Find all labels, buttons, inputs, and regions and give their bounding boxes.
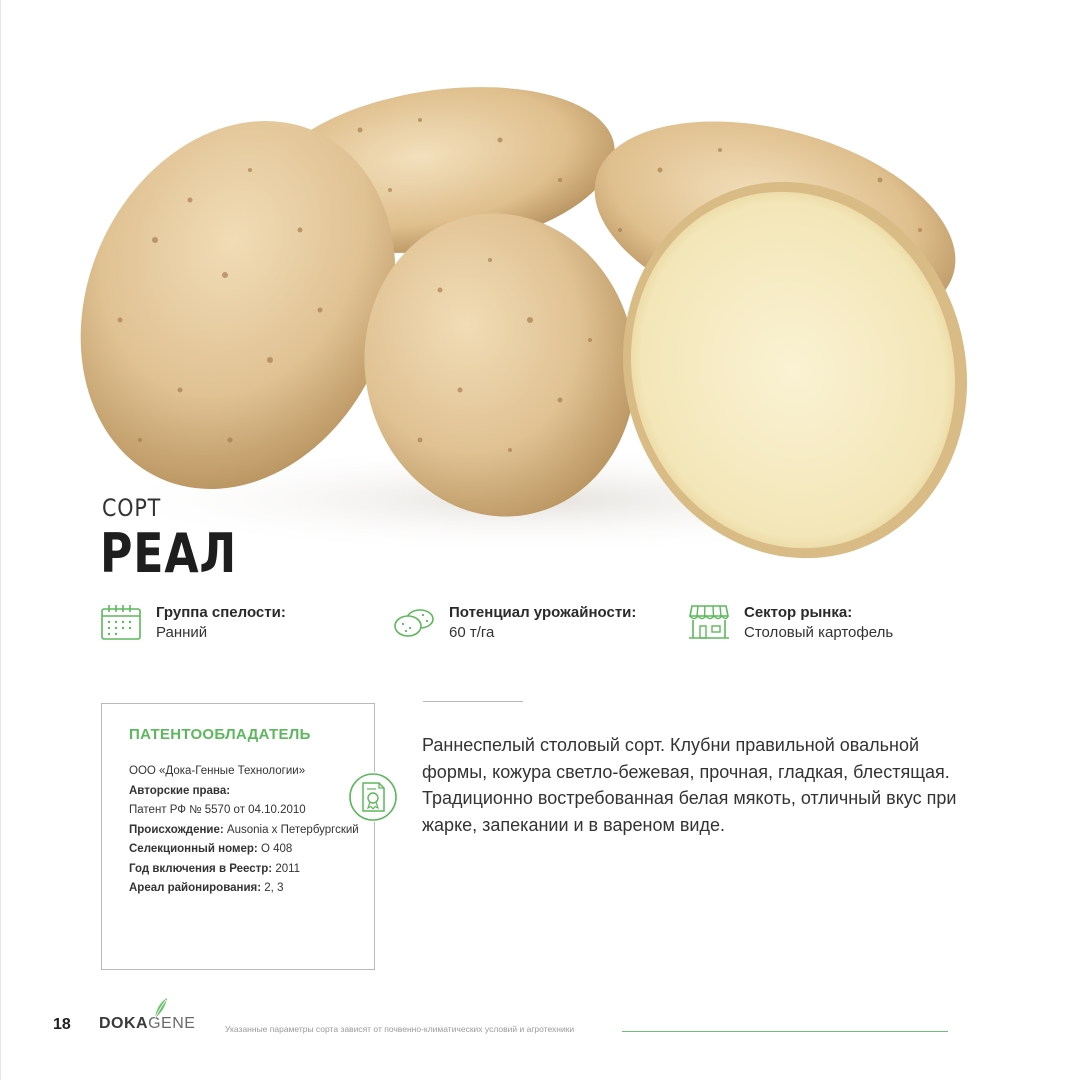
page-number: 18 — [53, 1016, 71, 1033]
feature-market — [688, 600, 948, 644]
rights-value: Патент РФ № 5570 от 04.10.2010 — [129, 804, 306, 816]
feature-ripeness-title: Группа спелости: — [156, 604, 286, 621]
variety-name: РЕАЛ — [100, 522, 238, 585]
feature-market-value: Столовый картофель — [744, 624, 894, 641]
patent-details — [129, 762, 359, 899]
selection-label: Селекционный номер: — [129, 843, 258, 855]
feature-market-title: Сектор рынка: — [744, 604, 853, 621]
page-edge-line — [0, 0, 1, 1080]
footer-divider — [622, 1031, 948, 1032]
potato-photo — [60, 60, 980, 580]
feature-yield — [393, 600, 673, 644]
brand-part2: GENE — [148, 1015, 196, 1032]
certificate-icon — [348, 772, 398, 822]
year-label: Год включения в Реестр: — [129, 862, 273, 875]
feature-ripeness — [100, 600, 360, 644]
feature-yield-value: 60 т/га — [449, 624, 495, 641]
origin-value: Ausonia х Петербургский — [226, 823, 359, 836]
variety-description: Раннеспелый столовый сорт. Клубни правильной овальной формы, кожура светло-бежевая, прочная, гладкая, блестящая. Традиционно востребованная белая мякоть, отличный вкус при жарке, запекании и в вареном виде. — [422, 735, 957, 835]
area-value: 2, 3 — [264, 882, 284, 894]
feature-ripeness-value: Ранний — [156, 624, 208, 641]
brand-part1: DOKA — [99, 1015, 149, 1032]
origin-label: Происхождение: — [129, 823, 224, 836]
patent-holder: ООО «Дока-Генные Технологии» — [129, 765, 306, 777]
patent-box — [101, 703, 375, 970]
brand-logo — [99, 1015, 195, 1033]
selection-value: О 408 — [260, 843, 293, 855]
footer-note: Указанные параметры сорта зависят от почвенно-климатических условий и агротехники — [225, 1024, 575, 1034]
leaf-icon — [151, 996, 171, 1020]
potatoes-icon — [393, 602, 435, 642]
feature-yield-title: Потенциал урожайности: — [449, 604, 637, 621]
area-label: Ареал районирования: — [129, 882, 262, 894]
description-divider — [423, 701, 523, 702]
variety-label: СОРТ — [102, 494, 162, 522]
year-value: 2011 — [275, 862, 301, 875]
calendar-icon — [100, 602, 142, 642]
patent-title: ПАТЕНТООБЛАДАТЕЛЬ — [129, 726, 311, 743]
market-stall-icon — [688, 602, 730, 642]
rights-label: Авторские права: — [129, 784, 231, 797]
